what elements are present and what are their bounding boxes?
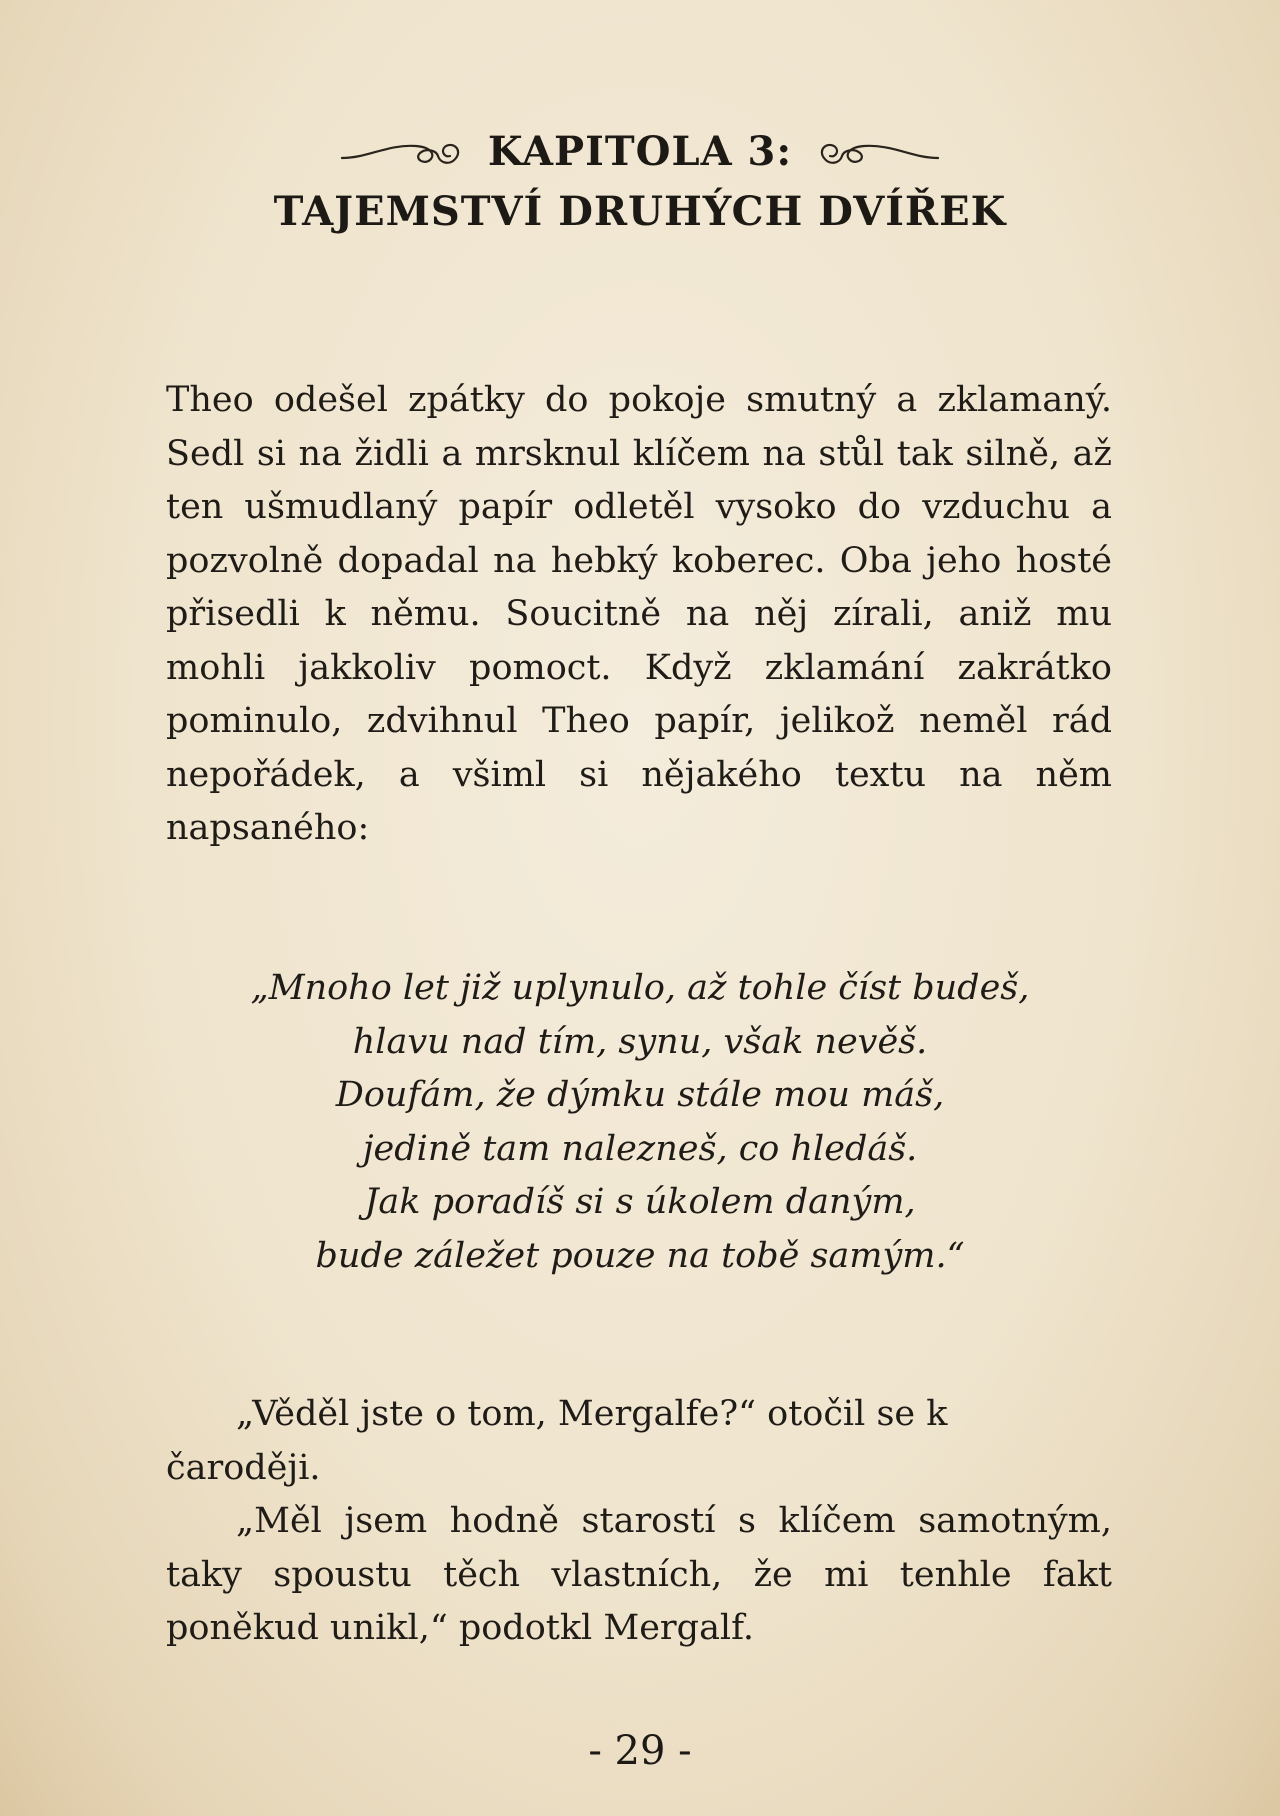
poem-line: „Mnoho let již uplynulo, až tohle číst budeš, (250, 968, 1030, 1008)
poem-line: Jak poradíš si s úkolem daným, (364, 1182, 916, 1222)
dialog-block (166, 1388, 1112, 1656)
poem-line: hlavu nad tím, synu, však nevěš. (352, 1021, 928, 1062)
paragraph-1: Theo odešel zpátky do pokoje smutný a zklamaný. Sedl si na židli a mrsknul klíčem na stůl tak silně, až ten ušmudlaný papír odletěl vysoko do vzduchu a pozvolně dopadal na hebký koberec. Oba jeho hosté přisedli k němu. Soucitně na něj zírali, aniž mu mohli jakkoliv pomoct. Když zklamání zakrátko pominulo, zdvihnul Theo papír, jelikož neměl rád nepořádek, a všiml si nějakého textu na něm napsaného: (166, 380, 1112, 848)
chapter-heading (0, 128, 1280, 175)
poem-line: jedině tam nalezneš, co hledáš. (362, 1128, 918, 1169)
poem-line: bude záležet pouze na tobě samým.“ (315, 1235, 965, 1276)
dialog-line: „Měl jsem hodně starostí s klíčem samotným, taky spoustu těch vlastních, že mi tenhle fakt poněkud unikl,“ podotkl Mergalf. (166, 1501, 1112, 1648)
poem-block (0, 962, 1280, 1283)
poem-line: Doufám, že dýmku stále mou máš, (335, 1075, 945, 1115)
scroll-flourish-left-icon (338, 132, 468, 172)
page-number: - 29 - (588, 1728, 692, 1774)
scroll-flourish-right-icon (812, 132, 942, 172)
chapter-title-line2: TAJEMSTVÍ DRUHÝCH DVÍŘEK (273, 188, 1007, 235)
dialog-line: „Věděl jste o tom, Mergalfe?“ otočil se k čaroději. (166, 1394, 948, 1488)
chapter-title-line1: KAPITOLA 3: (487, 128, 793, 175)
